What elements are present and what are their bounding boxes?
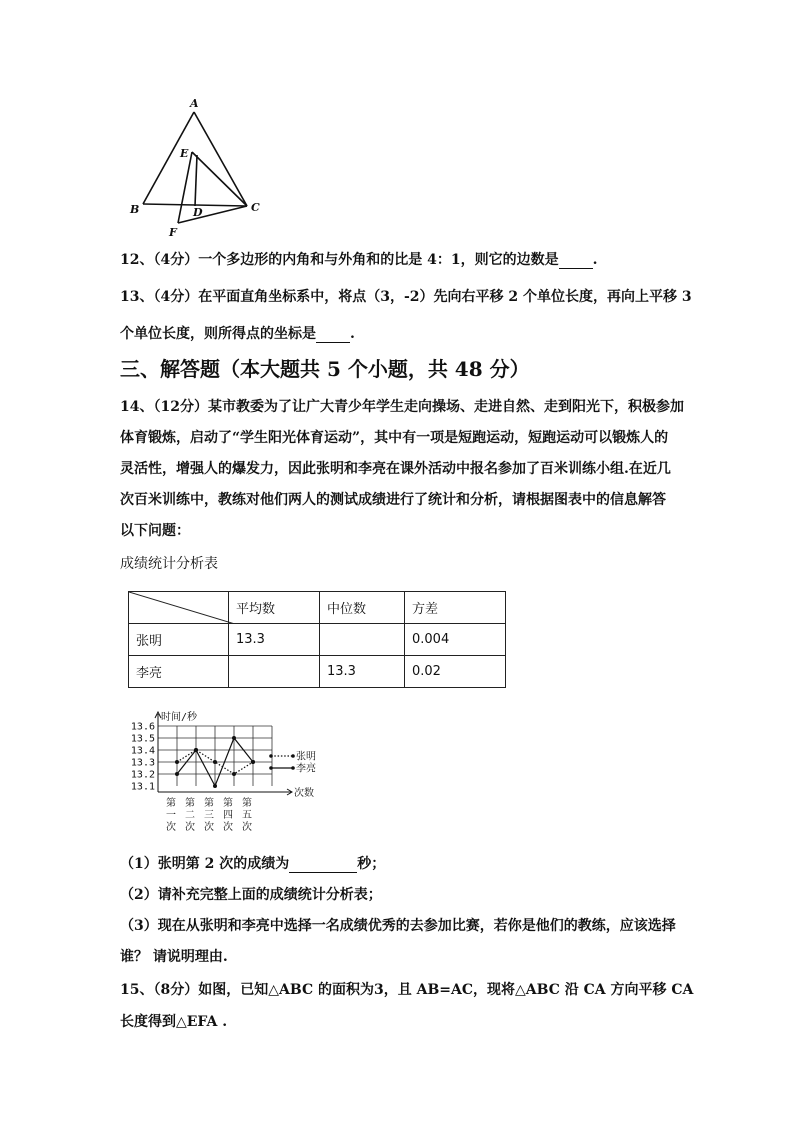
table-cell: 13.3 bbox=[320, 656, 405, 688]
question-13-line2 bbox=[120, 323, 355, 343]
section-3-title: 三、解答题（本大题共 5 个小题，共 48 分） bbox=[120, 357, 530, 381]
table-header-row bbox=[129, 592, 506, 624]
point-label-d: D bbox=[193, 206, 203, 219]
x-tick-label: 三 bbox=[204, 810, 214, 821]
y-tick-label: 13.1 bbox=[130, 781, 155, 793]
point-label-c: C bbox=[251, 201, 260, 214]
q12-answer-blank bbox=[559, 252, 593, 269]
q12-text: 12、（4分）一个多边形的内角和与外角和的比是 4：1，则它的边数是 bbox=[120, 252, 559, 268]
score-line-chart bbox=[128, 708, 328, 832]
table-caption: 成绩统计分析表 bbox=[120, 556, 218, 572]
table-cell: 0.02 bbox=[405, 656, 506, 688]
sub1-unit: 秒； bbox=[357, 856, 386, 872]
table-header-cell: 中位数 bbox=[320, 592, 405, 624]
legend-marker bbox=[269, 754, 273, 758]
legend-marker bbox=[291, 766, 295, 770]
table-cell: 0.004 bbox=[405, 624, 506, 656]
q14-sub-3-line2: 谁？ 请说明理由. bbox=[120, 949, 228, 965]
q14-line-1: 14、（12分）某市教委为了让广大青少年学生走向操场、走进自然、走到阳光下，积极参加 bbox=[120, 399, 684, 415]
table-header-cell: 方差 bbox=[405, 592, 506, 624]
point-label-e: E bbox=[180, 147, 189, 160]
legend-marker bbox=[269, 766, 273, 770]
y-tick-label: 13.6 bbox=[130, 721, 155, 733]
triangle-figure bbox=[125, 95, 270, 240]
x-tick-label: 次 bbox=[223, 822, 233, 832]
y-tick-label: 13.3 bbox=[130, 757, 155, 769]
x-tick-label: 第 bbox=[223, 798, 233, 809]
table-row bbox=[129, 624, 506, 656]
sub1-text: （1）张明第 2 次的成绩为 bbox=[120, 856, 290, 872]
x-tick-label: 第 bbox=[185, 798, 195, 809]
table-cell-blank bbox=[229, 656, 320, 688]
y-tick-label: 13.2 bbox=[130, 769, 155, 781]
x-tick-label: 次 bbox=[204, 822, 214, 832]
x-tick-label: 次 bbox=[242, 822, 252, 832]
q14-sub-1 bbox=[120, 853, 385, 873]
table-cell: 李亮 bbox=[129, 656, 229, 688]
stats-table bbox=[128, 591, 506, 688]
point-label-b: B bbox=[130, 203, 140, 216]
x-tick-label: 第 bbox=[204, 798, 214, 809]
x-tick-label: 次 bbox=[166, 822, 176, 832]
data-point bbox=[213, 784, 217, 788]
y-tick-label: 13.4 bbox=[130, 745, 155, 757]
x-tick-label: 五 bbox=[242, 810, 252, 821]
table-row bbox=[129, 656, 506, 688]
y-tick-label: 13.5 bbox=[130, 733, 155, 745]
data-point bbox=[175, 760, 179, 764]
q14-line-4: 次百米训练中，教练对他们两人的测试成绩进行了统计和分析，请根据图表中的信息解答 bbox=[120, 492, 666, 508]
point-label-a: A bbox=[190, 97, 199, 110]
data-point bbox=[194, 748, 198, 752]
question-13-line1 bbox=[120, 286, 692, 306]
x-tick-label: 一 bbox=[166, 810, 176, 821]
q12-end: . bbox=[592, 252, 598, 268]
q15-line-1: 15、（8分）如图，已知△ABC 的面积为3，且 AB=AC，现将△ABC 沿 CA 方向平移 CA bbox=[120, 982, 694, 998]
data-point bbox=[213, 760, 217, 764]
legend-label: 张明 bbox=[296, 751, 316, 763]
diagonal-line bbox=[129, 592, 235, 624]
data-point bbox=[251, 760, 255, 764]
q15-line-2: 长度得到△EFA . bbox=[120, 1014, 228, 1030]
data-point bbox=[175, 772, 179, 776]
x-tick-label: 次 bbox=[185, 822, 195, 832]
data-point bbox=[232, 772, 236, 776]
y-axis-title: 时间/秒 bbox=[161, 712, 198, 723]
x-tick-label: 第 bbox=[166, 798, 176, 809]
legend-label: 李亮 bbox=[296, 763, 316, 775]
q13-line1: 13、（4分）在平面直角坐标系中，将点（3，-2）先向右平移 2 个单位长度，再向上平移 3 bbox=[120, 289, 692, 305]
q13-end: . bbox=[350, 326, 355, 342]
q14-sub-2: （2）请补充完整上面的成绩统计分析表； bbox=[120, 887, 382, 903]
question-12 bbox=[120, 249, 597, 269]
table-cell-blank bbox=[320, 624, 405, 656]
q14-line-3: 灵活性，增强人的爆发力，因此张明和李亮在课外活动中报名参加了百米训练小组.在近几 bbox=[120, 461, 671, 477]
q14-sub-3-line1: （3）现在从张明和李亮中选择一名成绩优秀的去参加比赛，若你是他们的教练，应该选择 bbox=[120, 918, 676, 934]
x-tick-label: 四 bbox=[223, 810, 233, 821]
x-tick-label: 二 bbox=[185, 810, 195, 821]
q13-answer-blank bbox=[316, 326, 350, 343]
x-axis-title: 次数 bbox=[294, 788, 314, 799]
data-point bbox=[232, 736, 236, 740]
point-label-f: F bbox=[169, 226, 177, 239]
q14-line-5: 以下问题： bbox=[120, 523, 190, 539]
table-corner-cell bbox=[129, 592, 229, 624]
x-tick-label: 第 bbox=[242, 798, 252, 809]
table-cell: 13.3 bbox=[229, 624, 320, 656]
q13-line2: 个单位长度，则所得点的坐标是 bbox=[120, 326, 316, 342]
q14-line-2: 体育锻炼，启动了“学生阳光体育运动”，其中有一项是短跑运动，短跑运动可以锻炼人的 bbox=[120, 430, 669, 446]
sub1-answer-blank bbox=[289, 856, 357, 873]
table-header-cell: 平均数 bbox=[229, 592, 320, 624]
legend-marker bbox=[291, 754, 295, 758]
table-cell: 张明 bbox=[129, 624, 229, 656]
